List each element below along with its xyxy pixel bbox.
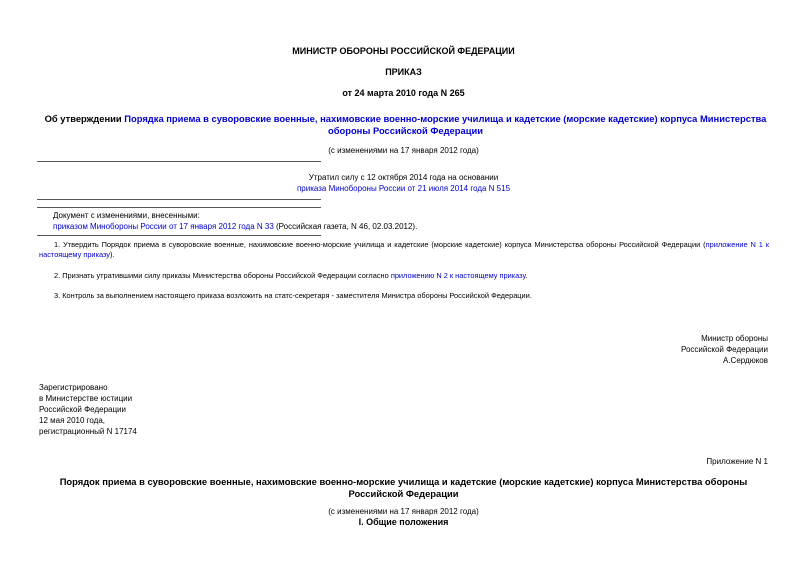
paragraph-2 <box>39 271 769 281</box>
ministry-heading: МИНИСТР ОБОРОНЫ РОССИЙСКОЙ ФЕДЕРАЦИИ <box>292 46 515 56</box>
signature-country: Российской Федерации <box>681 345 768 354</box>
registration-number: регистрационный N 17174 <box>39 427 137 436</box>
changes-suffix: (Российская газета, N 46, 02.03.2012). <box>273 222 418 231</box>
changes-line <box>53 221 417 232</box>
changes-link[interactable]: приказом Минобороны России от 17 января 2012 года N 33 <box>53 222 274 231</box>
document-title <box>38 113 773 137</box>
document-type: ПРИКАЗ <box>385 67 422 77</box>
appendix-2-link[interactable]: приложению N 2 к настоящему приказу <box>390 271 526 280</box>
paragraph-1-text: 1. Утвердить Порядок приема в суворовские военные, нахимовские военно-морские училища и кадетские (морские кадетские) корпуса Министерства обороны Российской Федерации ( <box>54 240 706 249</box>
divider <box>37 199 321 200</box>
appendix-title: Порядок приема в суворовские военные, нахимовские военно-морские училища и кадетские (морские кадетские) корпуса Министерства обороны Российской Федерации <box>59 476 748 499</box>
signature-name: А.Сердюков <box>722 356 768 365</box>
appendix-amended-note: (с изменениями на 17 января 2012 года) <box>328 507 479 516</box>
registration-line: в Министерстве юстиции <box>39 394 133 403</box>
paragraph-2-end: . <box>525 271 528 280</box>
appendix-label: Приложение N 1 <box>706 457 768 466</box>
paragraph-2-text: 2. Признать утратившими силу приказы Министерства обороны Российской Федерации согласно <box>54 271 391 280</box>
registration-line: Российской Федерации <box>39 405 126 414</box>
divider <box>37 161 321 162</box>
registration-line: Зарегистрировано <box>39 383 108 392</box>
paragraph-1 <box>39 240 769 260</box>
changes-label: Документ с изменениями, внесенными: <box>53 211 200 220</box>
repeal-link[interactable]: приказа Минобороны России от 21 июля 2014 года N 515 <box>296 184 511 193</box>
divider <box>37 235 321 236</box>
repeal-text: Утратил силу с 12 октября 2014 года на основании <box>308 173 499 182</box>
document-date-number: от 24 марта 2010 года N 265 <box>342 88 465 98</box>
registration-line: 12 мая 2010 года, <box>39 416 105 425</box>
appendix-1-link[interactable]: приложение N 1 к настоящему приказу <box>39 240 769 259</box>
signature-title: Министр обороны <box>701 334 768 343</box>
title-prefix: Об утверждении <box>44 113 125 124</box>
paragraph-3 <box>39 291 769 301</box>
title-link[interactable]: Порядка приема в суворовские военные, нахимовские военно-морские училища и кадетские (морские кадетские) корпуса Министерства обороны Российской Федерации <box>124 113 767 136</box>
paragraph-3-text: 3. Контроль за выполнением настоящего приказа возложить на статс-секретаря - заместителя Министра обороны Российской Федерации. <box>54 291 532 300</box>
divider <box>37 207 321 208</box>
section-heading: I. Общие положения <box>358 517 449 527</box>
amended-note: (с изменениями на 17 января 2012 года) <box>328 146 479 155</box>
paragraph-1-end: ). <box>110 250 115 259</box>
